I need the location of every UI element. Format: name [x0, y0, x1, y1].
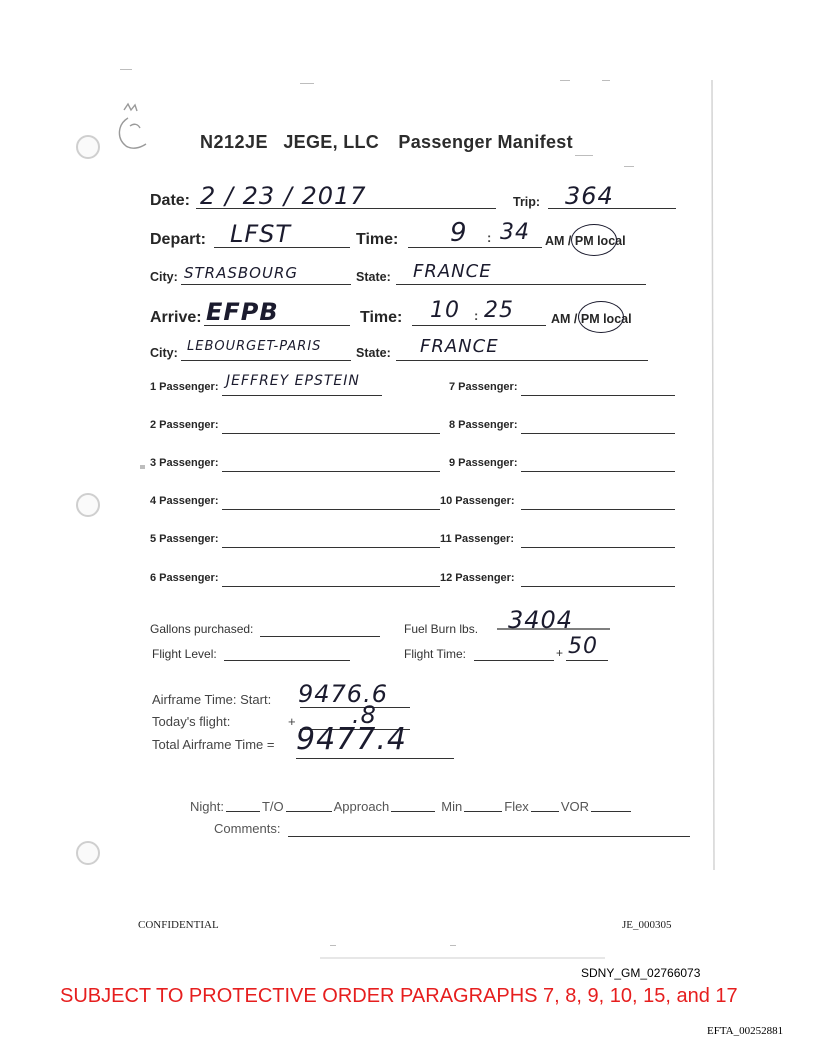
depart-time-minute: 34 — [500, 220, 530, 245]
depart-time-colon: : — [487, 230, 492, 245]
passenger-label: 10 Passenger: — [440, 495, 515, 507]
to-label: T/O — [261, 799, 284, 814]
to-line — [286, 811, 332, 812]
arrive-time-label: Time: — [360, 309, 403, 326]
vor-label: VOR — [560, 799, 589, 814]
airframe-start-label: Airframe Time: Start: — [152, 692, 272, 707]
passenger-1-name: JEFFREY EPSTEIN — [226, 373, 360, 389]
passenger-line — [222, 433, 440, 434]
depart-label: Depart: — [150, 231, 207, 248]
flight-time-value: 50 — [568, 634, 598, 659]
depart-city-line — [181, 284, 351, 285]
arrive-city-line — [181, 360, 351, 361]
binder-hole-top — [76, 135, 100, 159]
passenger-line — [521, 471, 675, 472]
flight-level-label: Flight Level: — [152, 647, 217, 661]
passenger-label: 7 Passenger: — [449, 381, 518, 393]
passenger-line — [222, 509, 440, 510]
total-airframe-value: 9477.4 — [296, 722, 407, 757]
date-value: 2 / 23 / 2017 — [200, 182, 367, 210]
arrive-state-value: FRANCE — [420, 336, 499, 357]
protective-order-notice: SUBJECT TO PROTECTIVE ORDER PARAGRAPHS 7, 8, 9, 10, 15, and 17 — [60, 985, 738, 1007]
passenger-label: 11 Passenger: — [440, 533, 514, 545]
total-airframe-line — [296, 758, 454, 759]
bates-je: JE_000305 — [622, 919, 672, 931]
depart-ampm-label: AM / PM local — [545, 234, 626, 248]
arrive-ampm-label: AM / PM local — [551, 312, 632, 326]
min-line — [464, 811, 502, 812]
manifest-title — [200, 132, 573, 153]
arrive-pm-circle — [578, 301, 624, 333]
depart-pm-circle — [571, 224, 617, 256]
trip-value: 364 — [565, 182, 614, 210]
flight-time-plus: + — [556, 646, 564, 660]
arrive-state-label: State: — [356, 346, 391, 360]
passenger-label: 8 Passenger: — [449, 419, 518, 431]
passenger-line — [222, 586, 440, 587]
flight-level-line — [224, 660, 350, 661]
passenger-line — [521, 433, 675, 434]
logo-mark — [119, 104, 146, 148]
airframe-start-value: 9476.6 — [298, 680, 388, 708]
binder-hole-middle — [76, 493, 100, 517]
night-label: Night: — [190, 799, 224, 814]
approach-label: Approach — [333, 799, 390, 814]
passenger-label: 4 Passenger: — [150, 495, 219, 507]
passenger-label: 5 Passenger: — [150, 533, 219, 545]
comments-label: Comments: — [214, 821, 281, 836]
depart-time-label: Time: — [356, 231, 399, 248]
total-airframe-label: Total Airframe Time = — [152, 737, 275, 752]
date-label: Date: — [150, 192, 191, 209]
passenger-label: 12 Passenger: — [440, 572, 515, 584]
flight-time-line — [474, 660, 554, 661]
flight-time-minutes-line — [566, 660, 608, 661]
flex-label: Flex — [504, 799, 529, 814]
arrive-time-hour: 10 — [430, 298, 460, 323]
fuel-burn-label: Fuel Burn lbs. — [404, 622, 479, 636]
gallons-purchased-label: Gallons purchased: — [150, 622, 254, 636]
arrive-time-line — [412, 325, 546, 326]
arrive-city-value: LEBOURGET-PARIS — [187, 339, 322, 354]
passenger-label: 2 Passenger: — [150, 419, 219, 431]
arrive-label: Arrive: — [150, 309, 202, 326]
arrive-code: EFPB — [206, 298, 279, 326]
arrive-city-label: City: — [150, 346, 178, 360]
arrive-state-line — [396, 360, 648, 361]
passenger-line — [222, 547, 440, 548]
min-label: Min — [441, 799, 463, 814]
depart-code: LFST — [230, 220, 292, 248]
trip-label: Trip: — [513, 195, 541, 209]
approach-line — [391, 811, 435, 812]
arrive-time-minute: 25 — [484, 298, 514, 323]
document-title: Passenger Manifest — [398, 132, 573, 152]
vor-line — [591, 811, 631, 812]
company-name: JEGE, LLC — [283, 132, 380, 152]
depart-city-value: STRASBOURG — [184, 264, 299, 282]
flex-line — [531, 811, 559, 812]
registration: N212JE — [200, 132, 269, 152]
passenger-line — [521, 509, 675, 510]
depart-time-line — [408, 247, 542, 248]
passenger-label: 1 Passenger: — [150, 381, 219, 393]
depart-state-value: FRANCE — [413, 261, 492, 282]
bates-sdny: SDNY_GM_02766073 — [581, 966, 701, 980]
passenger-line — [521, 547, 675, 548]
passenger-label: 3 Passenger: — [150, 457, 219, 469]
comments-line — [288, 836, 690, 837]
night-line — [226, 811, 260, 812]
depart-city-label: City: — [150, 270, 178, 284]
passenger-line — [521, 395, 675, 396]
passenger-line — [521, 586, 675, 587]
passenger-label: 6 Passenger: — [150, 572, 219, 584]
depart-state-line — [396, 284, 646, 285]
landing-row — [190, 799, 633, 814]
todays-flight-value: .8 — [352, 701, 377, 729]
confidential-stamp: CONFIDENTIAL — [138, 919, 219, 931]
todays-flight-plus: + — [288, 714, 296, 729]
depart-state-label: State: — [356, 270, 391, 284]
passenger-line — [222, 395, 382, 396]
binder-hole-bottom — [76, 841, 100, 865]
gallons-line — [260, 636, 380, 637]
passenger-line — [222, 471, 440, 472]
arrive-time-colon: : — [474, 308, 479, 323]
flight-time-label: Flight Time: — [404, 647, 467, 661]
bates-efta: EFTA_00252881 — [707, 1025, 784, 1037]
passenger-label: 9 Passenger: — [449, 457, 518, 469]
fuel-burn-value: 3404 — [508, 606, 574, 634]
todays-flight-label: Today's flight: — [152, 714, 231, 729]
depart-time-hour: 9 — [450, 218, 468, 248]
